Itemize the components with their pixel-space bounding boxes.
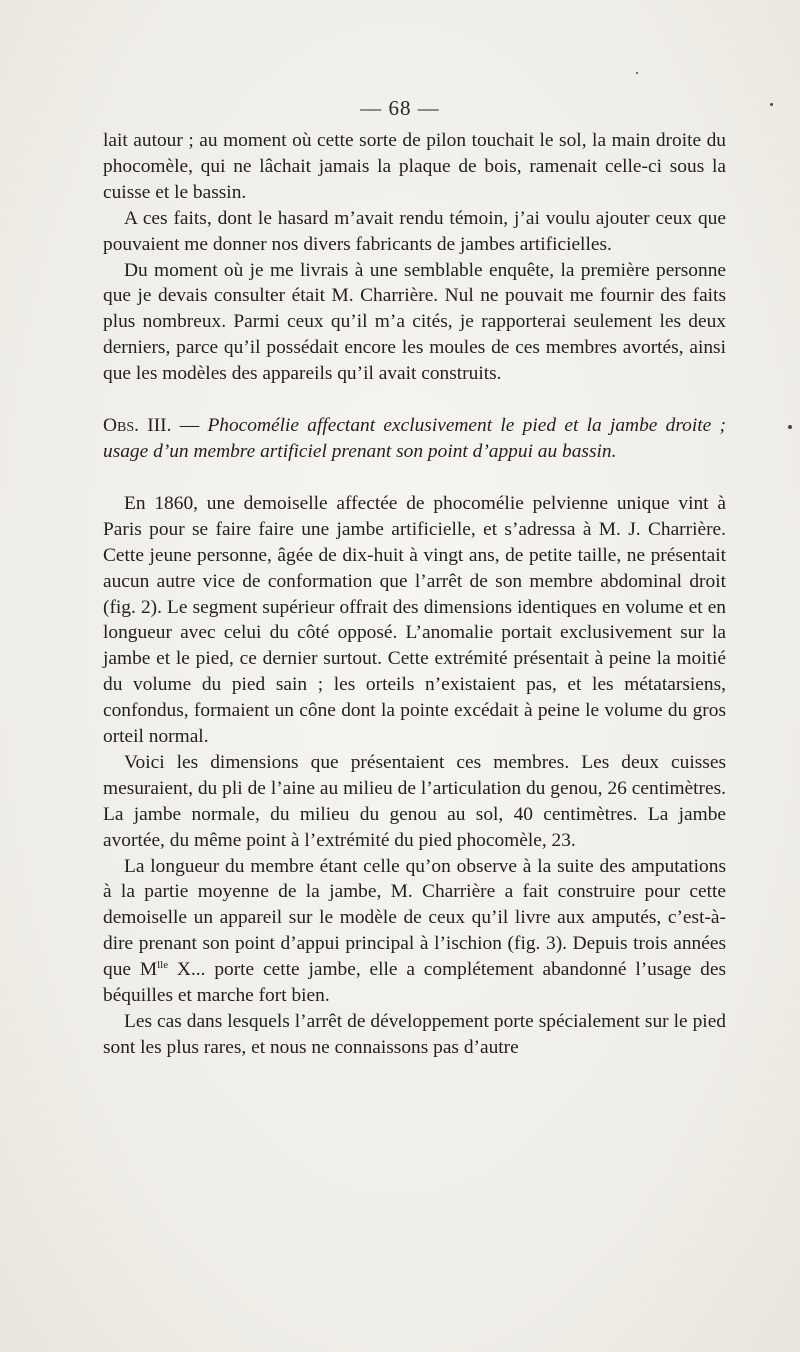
observation-label: Obs. III. [103, 415, 172, 437]
observation-dash: — [171, 415, 208, 437]
paragraph-6 [103, 854, 726, 1009]
body-text [103, 128, 726, 1061]
paragraph-6-end: X... porte cette jambe, elle a complétement abandonné l’usage des béquilles et marche fort bien. [103, 959, 727, 1007]
paragraph-6-start: La longueur du membre étant celle qu’on observe à la suite des amputations à la partie moyenne de la jambe, M. Charrière a fait construire pour cette demoiselle un appareil sur le modèle de ceux qu’il livre aux amputés, c’est-à-dire prenant son point d’appui principal à l’ischion (fig. 3). Depuis trois années que M [103, 855, 726, 981]
paragraph-1: lait autour ; au moment où cette sorte de pilon touchait le sol, la main droite du phocomèle, qui ne lâchait jamais la plaque de bois, ramenait celle-ci sous la cuisse et le bassin. [103, 130, 726, 203]
paragraph-3: Du moment où je me livrais à une semblable enquête, la première personne que je devais consulter était M. Charrière. Nul ne pouvait me fournir des faits plus nombreux. Parmi ceux qu’il m’a cités, je rapporterai seulement les deux derniers, parce qu’il possédait encore les moules de ces membres avortés, ainsi que les modèles des appareils qu’il avait construits. [103, 259, 726, 385]
superscript-lle: lle [157, 959, 169, 972]
paragraph-5: Voici les dimensions que présentaient ces membres. Les deux cuisses mesuraient, du pli de l’aine au milieu de l’articulation du genou, 26 centimètres. La jambe normale, du milieu du genou au sol, 40 centimètres. La jambe avortée, du même point à l’extrémité du pied phocomèle, 23. [103, 751, 726, 851]
page-number: — 68 — [360, 96, 440, 120]
ink-speck [788, 425, 792, 429]
observation-title: Phocomélie affectant exclusivement le pied et la jambe droite ; usage d’un membre artificiel prenant son point d’appui au bassin. [103, 415, 726, 462]
paragraph-4: En 1860, une demoiselle affectée de phocomélie pelvienne unique vint à Paris pour se faire faire une jambe artificielle, et s’adressa à M. J. Charrière. Cette jeune personne, âgée de dix-huit à vingt ans, de petite taille, ne présentait aucun autre vice de conformation que l’arrêt de son membre abdominal droit (fig. 2). Le segment supérieur offrait des dimensions identiques en volume et en longueur avec celui du côté opposé. L’anomalie portait exclusivement sur la jambe et le pied, ce dernier surtout. Cette extrémité présentait à peine la moitié du volume du pied sain ; les orteils n’existaient pas, et les métatarsiens, confondus, formaient un cône dont la pointe excédait à peine le volume du gros orteil normal. [103, 492, 726, 748]
ink-speck [636, 72, 638, 74]
paragraph-2: A ces faits, dont le hasard m’avait rendu témoin, j’ai voulu ajouter ceux que pouvaient me donner nos divers fabricants de jambes artificielles. [103, 207, 726, 255]
paragraph-7: Les cas dans lesquels l’arrêt de développement porte spécialement sur le pied sont les plus rares, et nous ne connaissons pas d’autre [103, 1011, 726, 1058]
ink-speck [770, 103, 773, 106]
observation-heading [103, 413, 726, 465]
